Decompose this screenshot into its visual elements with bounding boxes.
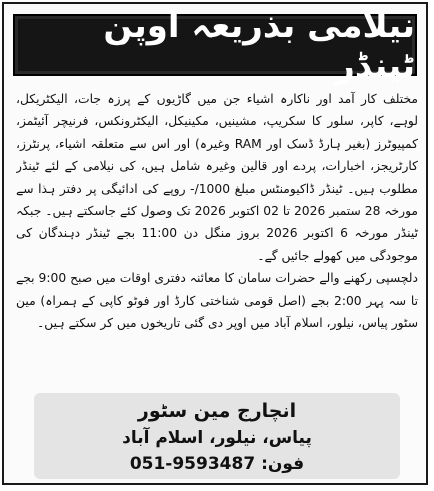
headline-title: نیلامی بذریعہ اوپن ٹینڈر <box>103 5 415 86</box>
phone-number: 051-9593487 <box>129 454 256 474</box>
tender-description-paragraph: مختلف کار آمد اور ناکارہ اشیاء جن میں گاڑیوں کے پرزہ جات، الیکٹریکل، لوہے، کاپر، سلور کا سکریپ، مشینیں، مکینیکل، الیکٹرونکس، فرنیچر آئیٹمز، کمپیوٹرز (بغیر ہارڈ ڈسک اور RAM وغیرہ) اور اس سے متعلقہ اشیاء، پرنٹرز، کارٹریجز، اخبارات، پردے اور قالین وغیرہ شامل ہیں، کی نیلامی کے لئے ٹینڈر مطلوب ہیں۔ ٹینڈر ڈاکیومنٹس مبلغ 1000/- روپے کی ادائیگی پر دفتر ہذا سے مورخہ 28 ستمبر 2026 تا 02 اکتوبر 2026 تک وصول کئے جاسکتے ہیں۔ جبکہ ٹینڈر مورخہ 6 اکتوبر 2026 بروز منگل دن 11:00 بجے ٹینڈر دہندگان کی موجودگی میں کھولے جائیں گے۔ <box>16 92 418 263</box>
phone-label: فون: <box>261 454 305 474</box>
tender-details <box>16 88 418 386</box>
inspection-timing-paragraph: دلچسپی رکھنے والے حضرات سامان کا معائنہ دفتری اوقات میں صبح 9:00 بجے تا سہ پہر 2:00 بجے (اصل قومی شناختی کارڈ اور فوٹو کاپی کے ہمراہ) مین سٹور پیاس، نیلور، اسلام آباد میں اوپر دی گئی تاریخوں میں کر سکتے ہیں۔ <box>16 271 418 331</box>
contact-office-title: انچارج مین سٹور <box>137 400 297 422</box>
headline-banner <box>13 5 417 86</box>
contact-phone <box>34 451 400 477</box>
tender-advertisement <box>2 2 428 485</box>
contact-address: پیاس، نیلور، اسلام آباد <box>122 428 312 448</box>
contact-box <box>34 393 400 479</box>
